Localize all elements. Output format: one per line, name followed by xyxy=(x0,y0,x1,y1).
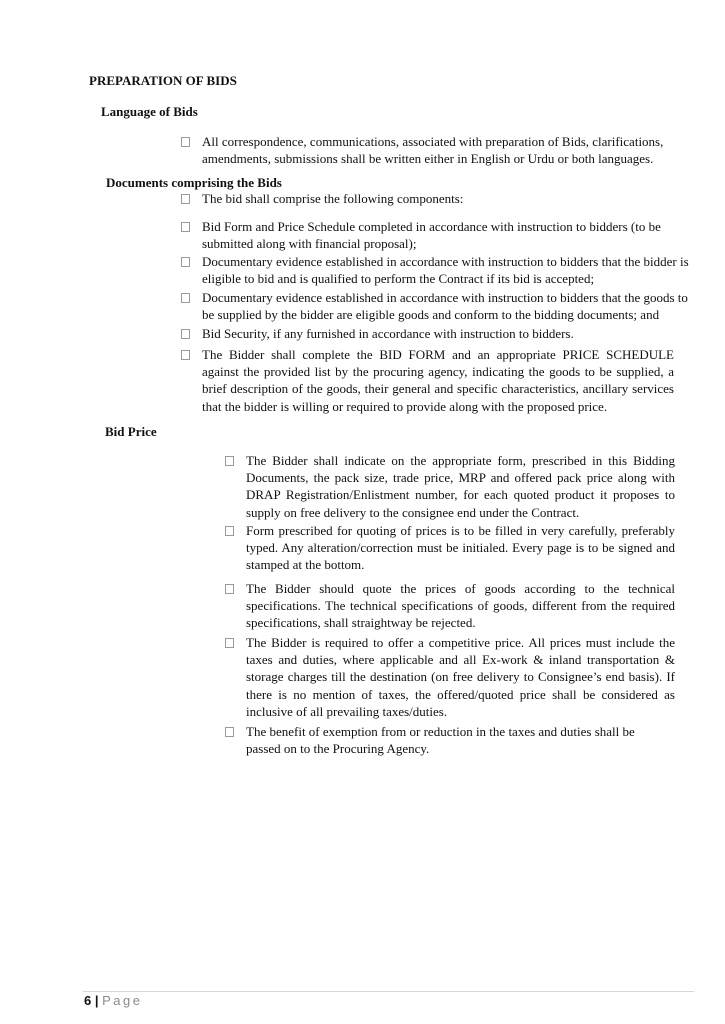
bullet-box-icon xyxy=(225,584,234,594)
section-heading-language-of-bids: Language of Bids xyxy=(101,104,198,119)
bullet-box-icon xyxy=(225,727,234,737)
bullet-box-icon xyxy=(181,194,190,204)
section-heading-documents-comprising: Documents comprising the Bids xyxy=(106,175,282,190)
bullet-box-icon xyxy=(181,293,190,303)
page-label: Page xyxy=(102,993,143,1008)
page-title: PREPARATION OF BIDS xyxy=(89,73,237,88)
bullet-box-icon xyxy=(181,329,190,339)
footer-divider xyxy=(83,991,694,992)
bullet-box-icon xyxy=(225,638,234,648)
bullet-box-icon xyxy=(225,526,234,536)
bullet-box-icon xyxy=(181,257,190,267)
bullet-box-icon xyxy=(181,222,190,232)
bullet-box-icon xyxy=(181,137,190,147)
page-number: 6 xyxy=(84,993,92,1008)
bullet-box-icon xyxy=(225,456,234,466)
footer-separator: | xyxy=(94,993,99,1008)
bullet-box-icon xyxy=(181,350,190,360)
page-footer xyxy=(84,993,143,1008)
section-heading-bid-price: Bid Price xyxy=(105,424,157,439)
